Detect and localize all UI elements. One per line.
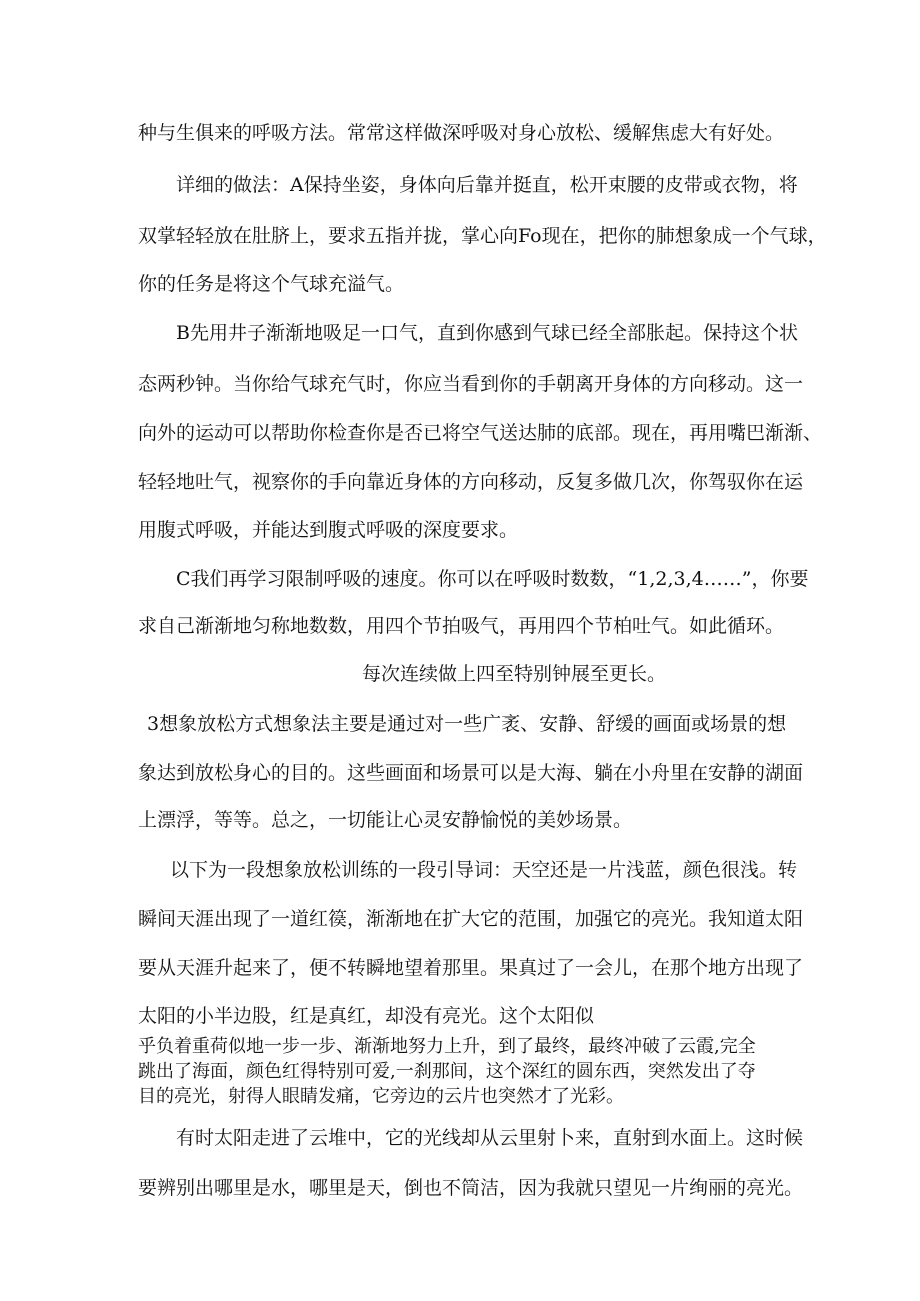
text-line: 用腹式呼吸，并能达到腹式呼吸的深度要求。 (138, 519, 519, 541)
text-line: 3想象放松方式想象法主要是通过对一些广袤、安静、舒缓的画面或场景的想 (147, 713, 787, 735)
text-line: 态两秒钟。当你给气球充气时，你应当看到你的手朝离开身体的方向移动。这一 (138, 373, 804, 395)
text-line: 轻轻地吐气，视察你的手向靠近身体的方向移动，反复多做几次，你驾驭你在运 (138, 471, 804, 493)
text-line: 向外的运动可以帮助你检查你是否已将空气送达肺的底部。现在，再用嘴巴渐渐、 (138, 422, 823, 444)
text-line: 瞬间天涯出现了一道红篌，渐渐地在扩大它的范围，加强它的亮光。我知道太阳 (138, 908, 804, 930)
text-line: 象达到放松身心的目的。这些画面和场景可以是大海、躺在小舟里在安静的湖面 (138, 762, 804, 784)
text-line: 以下为一段想象放松训练的一段引导词：天空还是一片浅蓝，颜色很浅。转 (170, 859, 798, 881)
text-line: 上漂浮，等等。总之，一切能让心灵安静愉悦的美妙场景。 (138, 809, 633, 831)
text-line: 目的亮光，射得人眼睛发痛，它旁边的云片也突然才了光彩。 (138, 1086, 624, 1107)
text-line: 每次连续做上四至特别钟展至更长。 (362, 663, 667, 685)
text-line: 你的任务是将这个气球充溢气。 (138, 273, 405, 295)
text-line: 种与生俱来的呼吸方法。常常这样做深呼吸对身心放松、缓解焦虑大有好处。 (138, 122, 785, 144)
text-line: 求自己渐渐地匀称地数数，用四个节拍吸气，再用四个节柏吐气。如此循环。 (138, 615, 785, 637)
text-line: C我们再学习限制呼吸的速度。你可以在呼吸时数数，“1,2,3,4……”，你要 (176, 568, 809, 590)
text-line: 双掌轻轻放在肚脐上，要求五指并拢，掌心向Fo现在，把你的肺想象成一个气球， (138, 225, 827, 247)
text-line: 有时太阳走进了云堆中，它的光线却从云里射卜来，直射到水面上。这时候 (176, 1127, 804, 1149)
text-line: B先用井子渐渐地吸足一口气，直到你感到气球已经全部胀起。保持这个状 (176, 322, 798, 344)
text-line: 要辨别出哪里是水，哪里是天，倒也不筒洁，因为我就只望见一片绚丽的亮光。 (138, 1177, 804, 1199)
text-line: 乎负着重荷似地一步一步、渐渐地努力上升，到了最终，最终冲破了云霞,完全 (138, 1036, 756, 1057)
text-line: 要从天涯升起来了，便不转瞬地望着那里。果真过了一会儿，在那个地方出现了 (138, 957, 804, 979)
text-line: 太阳的小半边股，红是真红，却没有亮光。这个太阳似 (138, 1005, 595, 1027)
text-line: 详细的做法：A保持坐姿，身体向后靠并挺直，松开束腰的皮带或衣物，将 (176, 174, 798, 196)
text-line: 跳出了海面，颜色红得特别可爱,一刹那间，这个深红的圆东西，突然发出了夺 (138, 1061, 756, 1082)
